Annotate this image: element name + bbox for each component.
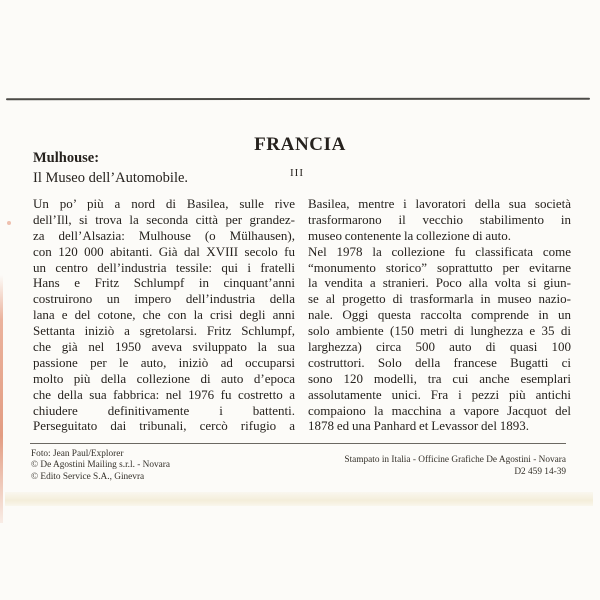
catalog-number: D2 459 14-39 [514, 466, 566, 477]
series-number: III [290, 167, 304, 179]
text-line: se al progetto di trasformarla in museo nazio- [308, 291, 571, 307]
text-line: la vendita a stranieri. Poco alla volta si giun- [308, 275, 571, 291]
text-line: Nel 1978 la collezione fu classificata come [308, 243, 571, 259]
text-line: compaiono la macchina a vapore Jacquot del [308, 402, 571, 418]
text-line: sono 120 modelli, tra cui anche esemplari [308, 370, 571, 386]
text-line: dell’Ill, si trova la seconda città per grandez- [33, 211, 295, 227]
scan-speck [7, 221, 11, 225]
body-column-right [308, 196, 571, 434]
text-line: molto più della collezione di auto d’epoca [33, 370, 295, 386]
text-line: assolutamente unici. Fra i pezzi più antichi [308, 386, 571, 402]
text-line: nale. Oggi questa raccolta comprende in un [308, 307, 571, 323]
text-line: lana e del cotone, che con la crisi degli anni [33, 307, 295, 323]
text-line: za dell’Alsazia: Mulhouse (o Mülhausen), [33, 227, 295, 243]
location-title: Mulhouse: [33, 150, 100, 166]
credits-right [344, 455, 566, 478]
text-line: costruttori. Solo della francese Bugatti ci [308, 354, 571, 370]
text-line: un centro dell’industria tessile: qui i fratelli [33, 259, 295, 275]
text-line: solo ambiente (150 metri di lunghezza e 35 di [308, 323, 571, 339]
text-line: 1878 ed una Panhard et Levassor del 1893. [308, 418, 530, 434]
scan-edge-artifact [0, 275, 3, 523]
credits-left [31, 449, 170, 483]
text-line: Basilea, mentre i lavoratori della sua società [308, 196, 571, 211]
text-line: che della sua fabbrica: nel 1976 fu costretto a [33, 386, 295, 402]
text-line: che già nel 1950 aveva sviluppato la sua [33, 339, 295, 355]
text-line: Un po’ più a nord di Basilea, sulle rive [33, 196, 295, 211]
text-line: costruirono un impero dell’industria della [33, 291, 295, 307]
text-line: larghezza) circa 500 auto di quasi 100 [308, 339, 571, 355]
text-line: chiudere definitivamente i battenti. [33, 402, 295, 418]
text-line: passione per le auto, iniziò ad occuparsi [33, 354, 295, 370]
location-subtitle: Il Museo dell’Automobile. [33, 170, 189, 186]
printer-credit: Stampato in Italia - Officine Grafiche De Agostini - Novara [344, 455, 566, 465]
card-top-edge-line [6, 98, 590, 101]
text-line: “monumento storico” soprattutto per evitarne [308, 259, 571, 275]
copyright-line: © De Agostini Mailing s.r.l. - Novara [31, 460, 171, 471]
text-line: Settanta iniziò a sgretolarsi. Fritz Schlumpf, [33, 323, 295, 339]
text-line: museo contenente la collezione di auto. [308, 227, 512, 243]
page-title: FRANCIA [254, 134, 346, 155]
footer-divider [30, 443, 566, 444]
card-bottom-edge [5, 492, 593, 506]
photo-credit: Foto: Jean Paul/Explorer [31, 449, 124, 459]
text-line: trasformarono il vecchio stabilimento in [308, 211, 571, 227]
text-line: Hans e Fritz Schlumpf in cinquant’anni [33, 275, 295, 291]
text-line: con 120 000 abitanti. Già dal XVIII secolo fu [33, 243, 295, 259]
body-column-left [33, 196, 295, 434]
text-line: Perseguitato dai tribunali, cercò rifugio a [33, 418, 295, 434]
copyright-line: © Edito Service S.A., Ginevra [31, 471, 145, 482]
